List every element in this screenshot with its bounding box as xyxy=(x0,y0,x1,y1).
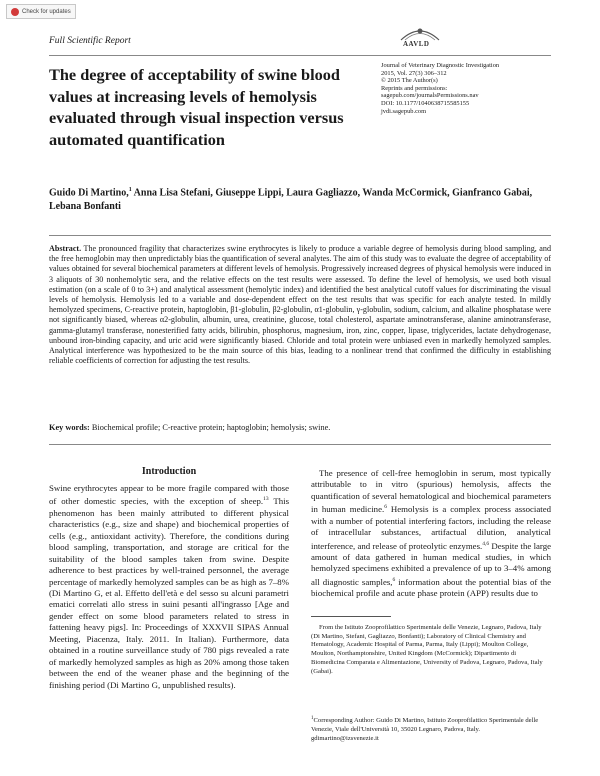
citation: 4,6 xyxy=(482,540,490,547)
journal-logo xyxy=(395,24,445,52)
intro-paragraph-1 xyxy=(49,483,289,691)
check-for-updates-badge[interactable] xyxy=(6,4,76,19)
corresponding-author-text: Corresponding Author: Guido Di Martino, Istituto Zooprofilattico Sperimentale delle Venezie, Viale dell'Università 10, 35020 Legnaro, Padova, Italy. gdimartino@izsvenezie.it xyxy=(311,717,539,742)
author-list xyxy=(49,183,549,214)
permissions-link[interactable]: sagepub.com/journalsPermissions.nav xyxy=(381,92,479,100)
abstract-label: Abstract. xyxy=(49,244,82,253)
intro-text: information about the potential bias of the biochemical profile and acute phase protein (APP) results due to xyxy=(311,576,552,599)
abstract-text: The pronounced fragility that characterizes swine erythrocytes is likely to produce a variable degree of hemolysis during blood sampling, and the free hemoglobin may then unpredictably bias the quantification of several analytes. The aim of this study was to evaluate the degree of acceptability of values obtained for several biochemical parameters at different levels of hemolysis. Progressively increased degrees of physical hemolysis were induced in 3 aliquots of 30 nonhemolytic sera, and the relative effects on the test results were assessed. To define the level of hemolysis, we used both visual estimation (on a scale of 0 to 3+) and analytical assessment (hemolytic index) and identified the best analytical cutoff values for discriminating the visual levels of hemolysis. Hemolysis led to a variable and dose-dependent effect on the test results that was specific for each analyte tested. In mildly hemolyzed specimens, C-reactive protein, haptoglobin, β1-globulin, β2-globulin, α1-globulin, γ-globulin, sodium, calcium, and alkaline phosphatase were not significantly biased, whereas α2-globulin, albumin, urea, creatinine, glucose, total cholesterol, aspartate aminotransferase, alanine aminotransferase, gamma-glutamyl transferase, nonesterified fatty acids, bilirubin, phosphorus, magnesium, iron, zinc, copper, lipase, triglycerides, lactate dehydrogenase, unbound iron-binding capacity, and uric acid were significantly biased. Chloride and total protein were unbiased even in markedly hemolyzed samples. Analytical interference was hypothesized to be the main source of this bias, leading to a nonlinear trend that confirmed the difficulty in establishing reliable coefficients of correction for adjusting the test results. xyxy=(49,244,551,366)
logo-text: AAVLD xyxy=(403,40,430,48)
corresponding-author-footnote xyxy=(311,715,546,743)
report-type-label: Full Scientific Report xyxy=(49,36,131,46)
keywords xyxy=(49,423,330,432)
copyright-line: © 2015 The Author(s) xyxy=(381,77,438,85)
intro-text: Hemolysis is a complex process associated with a number of potential interfering factors, including the release of intracellular substances, artifactual dilution, analytical interference, and release of proteolytic enzymes. xyxy=(311,504,552,551)
abstract xyxy=(49,244,551,366)
citation: 6 xyxy=(384,504,387,511)
journal-volume: 2015, Vol. 27(3) 306–312 xyxy=(381,69,447,77)
intro-text: The presence of cell-free hemoglobin in serum, most typically attributable to in vitro (spurious) hemolysis, affects the quantification of several hematological and biochemical parameters in human medicine. xyxy=(311,468,551,515)
intro-text: This phenomenon has been mainly attributed to different physical characteristics (e.g., size and shape) and biochemical properties of cells (e.g., antioxidant activity). Therefore, the conditions during blood sampling, transportation, and storage are critical for the suitability of the blood samples taken from swine. Despite adherence to best practices by well-trained personnel, the average percentage of markedly hemolyzed samples can be as high as 7–8% (Di Martino G, et al. Effetto dell'età e del sesso su alcuni parametri ematici correlati allo stress in suini pesanti all'ingrasso [Age and gender effect on some blood parameters related to stress in fattening heavy pigs]. In: Proceedings of XXXVII SIPAS Annual Meeting, Piacenza, Italy. 2011. In Italian). Furthermore, data obtained in a routine surveillance study of 780 pigs revealed a rate of markedly hemolyzed samples as high as 20% among those taken between the end of the weaner phase and the beginning of the finishing period (Di Martino G, unpublished results). xyxy=(49,496,289,690)
intro-paragraph-2 xyxy=(311,468,551,600)
doi-line[interactable]: DOI: 10.1177/1040638715585155 xyxy=(381,99,470,107)
introduction-heading: Introduction xyxy=(141,466,197,477)
header-rule xyxy=(49,55,551,56)
footnote-rule xyxy=(311,616,391,617)
citation: 13 xyxy=(263,496,269,503)
author-footnote-mark: 1 xyxy=(128,187,132,193)
reprints-line: Reprints and permissions: xyxy=(381,84,448,92)
keywords-text: Biochemical profile; C-reactive protein; haptoglobin; hemolysis; swine. xyxy=(89,423,331,432)
article-title: The degree of acceptability of swine blood values at increasing levels of hemolysis evaluated through visual inspection versus automated quantification xyxy=(49,65,344,149)
check-for-updates-label: Check for updates xyxy=(22,8,71,15)
keywords-label: Key words: xyxy=(49,423,90,432)
journal-info xyxy=(381,62,556,115)
introduction-left-column xyxy=(49,483,289,691)
author-first: Guido Di Martino, xyxy=(49,187,129,199)
footnote-mark: 1 xyxy=(311,716,314,721)
affiliations-footnote: From the Istituto Zooprofilattico Sperimentale delle Venezie, Legnaro, Padova, Italy (Di Martino, Stefani, Gagliazzo, Bonfanti); Laboratory of Clinical Chemistry and Hematology, Academic Hospital of Parma, Parma, Italy (Lippi); Moulton College, Moulton, Northamptonshire, United Kingdom (McCormick); Dipartimento di Biomedicina Comparata e Alimentazione, University of Padova, Legnaro, Padova, Italy (Gabai). xyxy=(311,624,543,675)
journal-name: Journal of Veterinary Diagnostic Investigation xyxy=(381,62,500,69)
citation: 6 xyxy=(392,576,396,583)
author-rest: Anna Lisa Stefani, Giuseppe Lippi, Laura Gagliazzo, Wanda McCormick, Gianfranco Gabai, Lebana Bonfanti xyxy=(49,187,533,213)
abstract-rule-bottom xyxy=(49,444,551,445)
updates-icon xyxy=(11,8,19,16)
introduction-right-column xyxy=(311,468,551,600)
intro-text: Despite the large amount of data gathered in human medical studies, in which hemolyzed specimens exhibited a prevalence of up to 3–4% among all diagnostic samples, xyxy=(311,540,551,587)
abstract-rule-top xyxy=(49,235,551,236)
journal-url[interactable]: jvdi.sagepub.com xyxy=(381,107,427,115)
intro-text: Swine erythrocytes appear to be more fragile compared with those of other domestic species, with the exception of sheep. xyxy=(49,483,289,507)
